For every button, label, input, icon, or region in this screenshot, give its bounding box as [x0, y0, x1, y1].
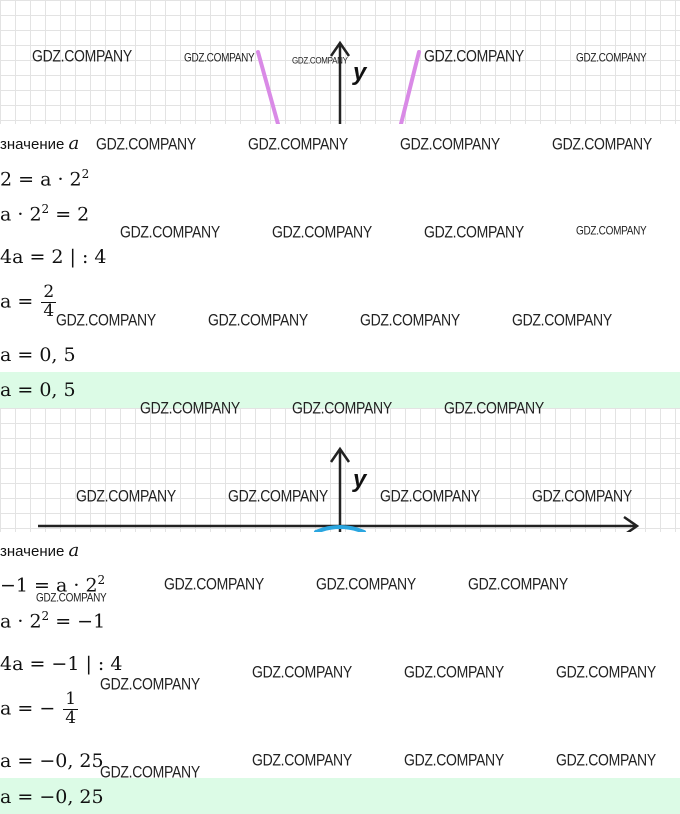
section2-eq3: 4a = −1 | : 4 [0, 653, 123, 675]
section1-eq2-exp: 2 [41, 202, 50, 216]
section1-answer: a = 0, 5 [0, 379, 76, 401]
section2-answer: a = −0, 25 [0, 786, 104, 808]
section2-eq2-exp: 2 [41, 609, 50, 623]
watermark: GDZ.COMPANY [424, 222, 524, 242]
section1-label [0, 135, 79, 153]
watermark: GDZ.COMPANY [360, 310, 460, 330]
watermark: GDZ.COMPANY [208, 310, 308, 330]
section1-eq4-lhs: a = [0, 290, 34, 313]
section2-eq4-den: 4 [65, 707, 77, 728]
section1-eq4-num: 2 [43, 282, 55, 302]
watermark: GDZ.COMPANY [404, 662, 504, 682]
watermark: GDZ.COMPANY [120, 222, 220, 242]
section2-eq4-num: 1 [65, 689, 77, 709]
graph-2 [0, 408, 680, 532]
section1-label-text: значение [0, 136, 69, 153]
section2-eq5: a = −0, 25 [0, 750, 104, 772]
watermark: GDZ.COMPANY [228, 486, 328, 506]
watermark: GDZ.COMPANY [556, 750, 656, 770]
section2-eq4-lhs: a = − [0, 697, 56, 720]
watermark: GDZ.COMPANY [140, 398, 240, 418]
watermark: GDZ.COMPANY [56, 310, 156, 330]
section1-eq3: 4a = 2 | : 4 [0, 246, 107, 268]
parabola-left-branch [258, 52, 278, 124]
watermark: GDZ.COMPANY [576, 52, 647, 66]
section2-eq2-a: a · 2 [0, 610, 42, 633]
y-axis-label: y [353, 59, 367, 86]
watermark: GDZ.COMPANY [532, 486, 632, 506]
watermark: GDZ.COMPANY [96, 134, 196, 154]
watermark: GDZ.COMPANY [468, 574, 568, 594]
section2-eq1-text: −1 = a · 2 [0, 574, 98, 597]
watermark: GDZ.COMPANY [272, 222, 372, 242]
watermark: GDZ.COMPANY [76, 486, 176, 506]
section1-eq2-a: a · 2 [0, 203, 42, 226]
watermark: GDZ.COMPANY [556, 662, 656, 682]
section1-eq4-fraction [41, 284, 56, 321]
watermark: GDZ.COMPANY [380, 486, 480, 506]
watermark: GDZ.COMPANY [404, 750, 504, 770]
section1-eq2 [0, 203, 89, 224]
section1-eq4 [0, 284, 56, 321]
watermark: GDZ.COMPANY [400, 134, 500, 154]
y-axis-label: y [353, 466, 367, 493]
watermark: GDZ.COMPANY [552, 134, 652, 154]
section2-label [0, 542, 79, 560]
graph-2-svg [0, 408, 680, 532]
watermark: GDZ.COMPANY [512, 310, 612, 330]
watermark: GDZ.COMPANY [164, 574, 264, 594]
watermark: GDZ.COMPANY [32, 46, 132, 66]
watermark: GDZ.COMPANY [292, 55, 348, 66]
watermark: GDZ.COMPANY [316, 574, 416, 594]
section1-eq1-text: 2 = a · 2 [0, 168, 82, 191]
watermark: GDZ.COMPANY [252, 662, 352, 682]
section2-label-text: значение [0, 543, 69, 560]
watermark: GDZ.COMPANY [248, 134, 348, 154]
watermark: GDZ.COMPANY [184, 52, 255, 66]
section1-eq1-exp: 2 [81, 167, 90, 181]
watermark: GDZ.COMPANY [252, 750, 352, 770]
section1-eq4-den: 4 [43, 300, 55, 321]
section2-eq4-fraction [63, 691, 78, 728]
watermark: GDZ.COMPANY [292, 398, 392, 418]
section2-eq1-exp: 2 [97, 573, 106, 587]
section1-eq1 [0, 168, 89, 189]
section2-label-var: a [68, 540, 80, 561]
watermark: GDZ.COMPANY [424, 46, 524, 66]
watermark: GDZ.COMPANY [100, 762, 200, 782]
section2-eq4 [0, 691, 78, 728]
x-axis-arrow [624, 517, 637, 532]
watermark: GDZ.COMPANY [576, 225, 647, 239]
section1-label-var: a [68, 133, 80, 154]
parabola-right-branch [401, 52, 419, 124]
section2-eq2 [0, 610, 105, 631]
section1-eq2-b: = 2 [49, 203, 90, 226]
section2-eq2-b: = −1 [49, 610, 106, 633]
section1-eq5: a = 0, 5 [0, 344, 76, 366]
watermark: GDZ.COMPANY [36, 592, 107, 606]
watermark: GDZ.COMPANY [444, 398, 544, 418]
watermark: GDZ.COMPANY [100, 674, 200, 694]
